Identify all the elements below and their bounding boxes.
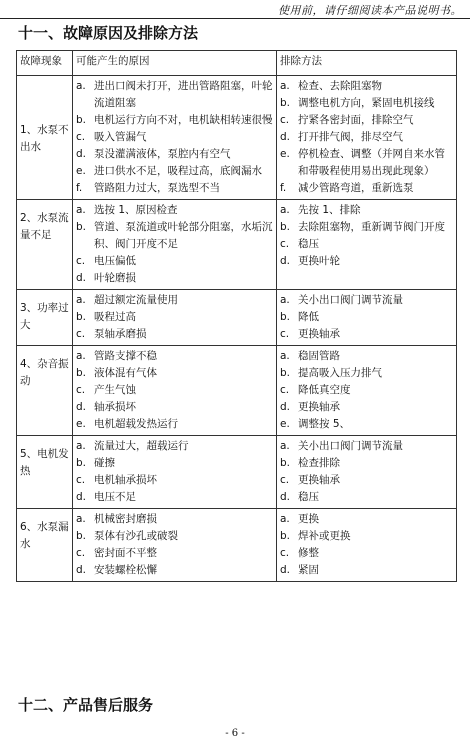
item-marker: b. <box>76 221 87 233</box>
item-marker: d. <box>280 491 291 503</box>
item-text: 泵体有沙孔或破裂 <box>94 530 178 542</box>
item-marker: a. <box>280 350 290 362</box>
table-row <box>17 346 457 436</box>
section-title-after-sales: 十二、产品售后服务 <box>18 696 154 714</box>
cause-item <box>76 146 273 163</box>
item-marker: b. <box>76 114 87 126</box>
remedy-item <box>280 489 453 506</box>
cause-item <box>76 112 273 129</box>
section-title-troubleshooting: 十一、故障原因及排除方法 <box>18 24 199 42</box>
item-text: 电机轴承损坏 <box>94 474 157 486</box>
remedy-item <box>280 348 453 365</box>
item-marker: b. <box>280 457 291 469</box>
item-text: 减少管路弯道，重新选泵 <box>298 182 414 194</box>
remedy-item <box>280 253 453 270</box>
item-text: 稳压 <box>298 238 319 250</box>
causes-cell <box>73 76 277 200</box>
item-marker: c. <box>76 474 86 486</box>
remedies-cell <box>277 346 457 436</box>
cause-item <box>76 348 273 365</box>
item-text: 管道、泵流道或叶轮部分阻塞，水垢沉积、阀门开度不足 <box>94 221 273 250</box>
remedy-item <box>280 382 453 399</box>
cause-item <box>76 511 273 528</box>
cause-item <box>76 180 273 197</box>
symptom-cell: 3、功率过大 <box>17 290 73 346</box>
remedies-cell <box>277 76 457 200</box>
item-text: 电压偏低 <box>94 255 136 267</box>
item-text: 进出口阀未打开，进出管路阻塞，叶轮流道阻塞 <box>94 80 273 109</box>
cause-item <box>76 292 273 309</box>
item-marker: b. <box>280 97 291 109</box>
item-text: 更换轴承 <box>298 474 340 486</box>
item-text: 打开排气阀，排尽空气 <box>298 131 403 143</box>
item-text: 泵轴承磨损 <box>94 328 147 340</box>
item-marker: b. <box>76 530 87 542</box>
item-text: 电机运行方向不对，电机缺相转速很慢 <box>94 114 273 126</box>
item-marker: b. <box>280 221 291 233</box>
item-text: 产生气蚀 <box>94 384 136 396</box>
page-header: 使用前，请仔细阅读本产品说明书。 <box>278 4 462 17</box>
item-marker: c. <box>76 255 86 267</box>
cause-item <box>76 270 273 287</box>
remedy-item <box>280 511 453 528</box>
causes-cell <box>73 509 277 582</box>
item-text: 选按 1、原因检查 <box>94 204 178 216</box>
cause-item <box>76 219 273 253</box>
remedy-item <box>280 326 453 343</box>
cause-item <box>76 129 273 146</box>
causes-cell <box>73 436 277 509</box>
item-marker: d. <box>76 272 87 284</box>
item-marker: c. <box>280 547 290 559</box>
header-remedies: 排除方法 <box>277 51 457 76</box>
item-text: 检查排除 <box>298 457 340 469</box>
table-row <box>17 290 457 346</box>
cause-item <box>76 309 273 326</box>
remedy-item <box>280 202 453 219</box>
item-marker: c. <box>76 384 86 396</box>
remedy-item <box>280 455 453 472</box>
cause-item <box>76 455 273 472</box>
cause-item <box>76 365 273 382</box>
symptom-cell: 2、水泵流量不足 <box>17 200 73 290</box>
item-marker: e. <box>280 148 290 160</box>
item-text: 更换叶轮 <box>298 255 340 267</box>
cause-item <box>76 416 273 433</box>
item-marker: c. <box>280 114 290 126</box>
remedy-item <box>280 528 453 545</box>
item-marker: a. <box>280 513 290 525</box>
remedies-cell <box>277 436 457 509</box>
causes-cell <box>73 346 277 436</box>
remedy-item <box>280 236 453 253</box>
item-marker: a. <box>76 80 86 92</box>
item-text: 进口供水不足，吸程过高，底阀漏水 <box>94 165 262 177</box>
remedy-item <box>280 146 453 180</box>
header-causes: 可能产生的原因 <box>73 51 277 76</box>
item-text: 管路支撑不稳 <box>94 350 157 362</box>
item-marker: a. <box>76 350 86 362</box>
remedy-item <box>280 78 453 95</box>
item-text: 紧固 <box>298 564 319 576</box>
item-marker: e. <box>280 418 290 430</box>
item-marker: c. <box>280 238 290 250</box>
remedy-item <box>280 399 453 416</box>
item-marker: d. <box>280 255 291 267</box>
item-text: 提高吸入压力排气 <box>298 367 382 379</box>
item-text: 超过额定流量使用 <box>94 294 178 306</box>
item-marker: b. <box>280 367 291 379</box>
remedy-item <box>280 309 453 326</box>
remedies-cell <box>277 509 457 582</box>
item-text: 碰擦 <box>94 457 115 469</box>
item-marker: a. <box>76 513 86 525</box>
item-text: 先按 1、排除 <box>298 204 361 216</box>
item-text: 管路阻力过大，泵选型不当 <box>94 182 220 194</box>
cause-item <box>76 545 273 562</box>
cause-item <box>76 528 273 545</box>
item-text: 关小出口阀门调节流量 <box>298 294 403 306</box>
cause-item <box>76 382 273 399</box>
remedies-cell <box>277 200 457 290</box>
item-marker: d. <box>280 401 291 413</box>
item-text: 焊补或更换 <box>298 530 351 542</box>
item-marker: d. <box>280 131 291 143</box>
item-text: 电压不足 <box>94 491 136 503</box>
item-marker: a. <box>280 80 290 92</box>
item-text: 修整 <box>298 547 319 559</box>
item-text: 液体混有气体 <box>94 367 157 379</box>
item-text: 降低真空度 <box>298 384 351 396</box>
item-text: 叶轮磨损 <box>94 272 136 284</box>
remedy-item <box>280 180 453 197</box>
cause-item <box>76 472 273 489</box>
item-text: 流量过大，超载运行 <box>94 440 189 452</box>
item-text: 调整电机方向，紧固电机接线 <box>298 97 435 109</box>
item-marker: c. <box>76 547 86 559</box>
cause-item <box>76 78 273 112</box>
cause-item <box>76 253 273 270</box>
symptom-cell: 4、杂音振动 <box>17 346 73 436</box>
item-marker: c. <box>280 328 290 340</box>
item-text: 去除阻塞物，重新调节阀门开度 <box>298 221 445 233</box>
item-marker: d. <box>76 148 87 160</box>
remedy-item <box>280 438 453 455</box>
item-marker: a. <box>76 204 86 216</box>
item-text: 更换 <box>298 513 319 525</box>
item-text: 吸入管漏气 <box>94 131 147 143</box>
item-marker: c. <box>280 384 290 396</box>
remedy-item <box>280 129 453 146</box>
cause-item <box>76 399 273 416</box>
cause-item <box>76 562 273 579</box>
remedy-item <box>280 365 453 382</box>
causes-cell <box>73 200 277 290</box>
table-header-row <box>17 51 457 76</box>
cause-item <box>76 489 273 506</box>
item-marker: d. <box>76 491 87 503</box>
table-row <box>17 436 457 509</box>
remedies-cell <box>277 290 457 346</box>
remedy-item <box>280 292 453 309</box>
table-row <box>17 509 457 582</box>
item-text: 调整按 5、 <box>298 418 351 430</box>
item-text: 电机超载发热运行 <box>94 418 178 430</box>
item-marker: d. <box>76 564 87 576</box>
item-text: 泵没灌满液体，泵腔内有空气 <box>94 148 231 160</box>
item-marker: c. <box>76 131 86 143</box>
item-text: 更换轴承 <box>298 328 340 340</box>
remedy-item <box>280 95 453 112</box>
item-marker: a. <box>76 440 86 452</box>
table-row <box>17 76 457 200</box>
remedy-item <box>280 545 453 562</box>
item-marker: b. <box>280 311 291 323</box>
item-text: 安装螺栓松懈 <box>94 564 157 576</box>
page-number: - 6 - <box>225 728 245 739</box>
item-text: 机械密封磨损 <box>94 513 157 525</box>
item-text: 轴承损坏 <box>94 401 136 413</box>
item-marker: b. <box>76 367 87 379</box>
item-marker: a. <box>76 294 86 306</box>
item-text: 稳压 <box>298 491 319 503</box>
causes-cell <box>73 290 277 346</box>
item-marker: b. <box>76 311 87 323</box>
item-text: 密封面不平整 <box>94 547 157 559</box>
item-marker: c. <box>280 474 290 486</box>
item-text: 检查、去除阻塞物 <box>298 80 382 92</box>
remedy-item <box>280 219 453 236</box>
item-text: 更换轴承 <box>298 401 340 413</box>
table-row <box>17 200 457 290</box>
item-marker: e. <box>76 418 86 430</box>
item-marker: d. <box>76 401 87 413</box>
symptom-cell: 6、水泵漏水 <box>17 509 73 582</box>
symptom-cell: 1、水泵不出水 <box>17 76 73 200</box>
remedy-item <box>280 112 453 129</box>
item-text: 吸程过高 <box>94 311 136 323</box>
item-text: 拧紧各密封面，排除空气 <box>298 114 414 126</box>
cause-item <box>76 163 273 180</box>
symptom-cell: 5、电机发热 <box>17 436 73 509</box>
header-rule <box>0 18 470 19</box>
item-text: 关小出口阀门调节流量 <box>298 440 403 452</box>
header-symptom: 故障现象 <box>17 51 73 76</box>
cause-item <box>76 438 273 455</box>
item-marker: a. <box>280 294 290 306</box>
item-marker: a. <box>280 204 290 216</box>
item-text: 降低 <box>298 311 319 323</box>
item-marker: c. <box>76 328 86 340</box>
remedy-item <box>280 562 453 579</box>
cause-item <box>76 326 273 343</box>
item-marker: f. <box>280 182 287 194</box>
remedy-item <box>280 472 453 489</box>
item-marker: b. <box>76 457 87 469</box>
item-text: 稳固管路 <box>298 350 340 362</box>
troubleshooting-table <box>16 50 457 582</box>
item-marker: b. <box>280 530 291 542</box>
item-marker: e. <box>76 165 86 177</box>
item-marker: d. <box>280 564 291 576</box>
item-marker: a. <box>280 440 290 452</box>
item-text: 停机检查、调整（并网自来水管和带吸程使用易出现此现象） <box>298 148 445 177</box>
item-marker: f. <box>76 182 83 194</box>
cause-item <box>76 202 273 219</box>
remedy-item <box>280 416 453 433</box>
